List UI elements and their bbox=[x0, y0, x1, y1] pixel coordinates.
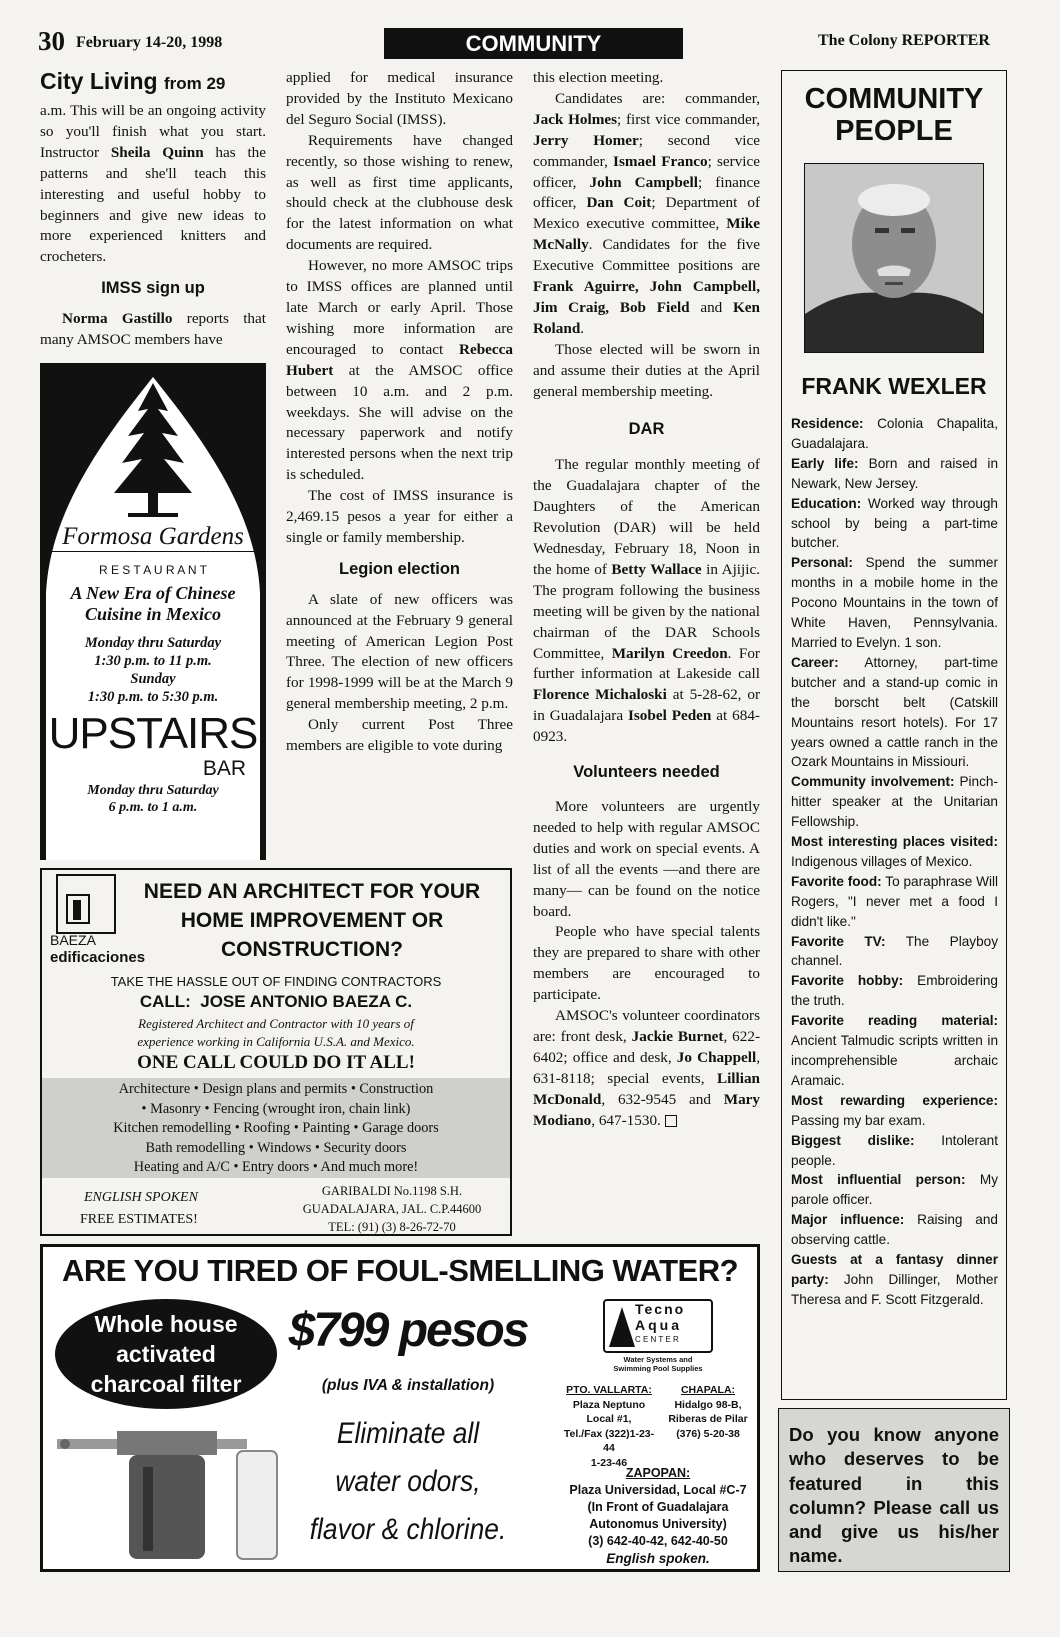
profile-field-label: Guests at a fantasy dinner party: bbox=[791, 1252, 998, 1287]
restaurant-name: Formosa Gardens bbox=[42, 523, 264, 552]
person-name: Sheila Quinn bbox=[110, 143, 204, 161]
person-photo bbox=[804, 163, 984, 353]
formosa-gardens-ad bbox=[40, 363, 266, 860]
baeza-free-estimates: FREE ESTIMATES! bbox=[80, 1212, 198, 1227]
oval-line-2: activated bbox=[116, 1341, 216, 1367]
price: $799 pesos bbox=[288, 1304, 528, 1357]
baeza-logo-subtext: edificaciones bbox=[50, 949, 146, 966]
logo-subtitle-1: Water Systems and bbox=[623, 1355, 693, 1364]
baeza-hassle: TAKE THE HASSLE OUT OF FINDING CONTRACTORS bbox=[110, 974, 442, 989]
community-people-title-2: PEOPLE bbox=[835, 115, 953, 147]
continued-from: from 29 bbox=[163, 74, 226, 93]
profile-field-label: Early life: bbox=[791, 455, 859, 471]
subhead-dar: DAR bbox=[628, 419, 665, 438]
tagline-1: A New Era of Chinese bbox=[70, 583, 236, 603]
profile-field-label: Education: bbox=[791, 495, 862, 511]
profile-field-label: Favorite TV: bbox=[791, 933, 886, 949]
profile-field-value: Born and raised in Newark, New Jersey. bbox=[791, 455, 999, 491]
eliminate-line-3: flavor & chlorine. bbox=[309, 1513, 507, 1546]
profile-field-value: Pinch-hitter speaker at the Unitarian Fellowship. bbox=[791, 774, 999, 830]
profile-field bbox=[791, 1131, 998, 1171]
profile-field-value: My parole officer. bbox=[791, 1172, 998, 1208]
service-line: • Masonry • Fencing (wrought iron, chain link) bbox=[141, 1100, 411, 1117]
person-name: Rebecca Hubert bbox=[286, 340, 513, 379]
baeza-services-band bbox=[42, 1078, 510, 1178]
service-line: Heating and A/C • Entry doors • And much more! bbox=[133, 1159, 419, 1176]
service-line: Architecture • Design plans and permits • Construction bbox=[118, 1081, 434, 1097]
subhead-imss: IMSS sign up bbox=[101, 279, 205, 298]
end-mark-icon bbox=[665, 1115, 677, 1127]
profile-field-value: The Playboy channel. bbox=[791, 933, 999, 969]
baeza-logo-text: BAEZA bbox=[50, 932, 96, 948]
tagline-2: Cuisine in Mexico bbox=[84, 604, 222, 624]
subhead-legion: Legion election bbox=[338, 559, 460, 578]
profile-field-label: Favorite hobby: bbox=[791, 973, 904, 989]
person-name: Norma Gastillo bbox=[62, 310, 173, 328]
publication-name: The Colony REPORTER bbox=[818, 32, 990, 49]
upstairs-heading: UPSTAIRS bbox=[48, 709, 258, 758]
profile-field bbox=[791, 494, 998, 554]
callout-box bbox=[778, 1408, 1010, 1572]
bar-hours-2: 6 p.m. to 1 a.m. bbox=[108, 800, 198, 815]
water-headline: ARE YOU TIRED OF FOUL-SMELLING WATER? bbox=[61, 1253, 739, 1288]
eliminate-line-1: Eliminate all bbox=[336, 1417, 480, 1450]
hours-line-4: 1:30 p.m. to 5:30 p.m. bbox=[87, 689, 219, 705]
hours-line-1: Monday thru Saturday bbox=[84, 635, 222, 651]
paragraph: However, no more AMSOC trips to IMSS offices are planned until late March or early April. Those wishing more information are encouraged to contact Rebecca Hubert at the AMSOC office between 10 a.m. and 2 p.m. weekdays. She will advise on the necessary paperwork and notify interested persons when the next trip is scheduled. bbox=[286, 257, 513, 484]
column-2 bbox=[286, 68, 513, 757]
profile-field bbox=[791, 653, 998, 772]
profile-field bbox=[791, 932, 998, 972]
oval-line-3: charcoal filter bbox=[90, 1371, 242, 1397]
baeza-english-spoken: ENGLISH SPOKEN bbox=[84, 1190, 198, 1205]
baeza-address-2: GUADALAJARA, JAL. C.P.44600 bbox=[302, 1202, 482, 1216]
profile-field-label: Biggest dislike: bbox=[791, 1132, 915, 1148]
callout-text: Do you know anyone who deserves to be featured in this column? Please call us and give us his/her name. bbox=[789, 1424, 999, 1567]
profile-field-value: John Dillinger, Mother Theresa and F. Scott Fitzgerald. bbox=[791, 1271, 998, 1307]
paragraph: More volunteers are urgently needed to help with regular AMSOC duties and work on special events. A list of all the events —and there are many— can be found on the notice board. bbox=[533, 798, 760, 920]
issue-date: February 14-20, 1998 bbox=[76, 34, 223, 51]
column-3 bbox=[533, 68, 760, 1132]
community-people-box bbox=[781, 70, 1007, 1400]
hours-line-3: Sunday bbox=[130, 671, 176, 687]
profile-field-label: Most rewarding experience: bbox=[791, 1092, 998, 1108]
profile-field-value: Embroidering the truth. bbox=[791, 973, 998, 1009]
profile-field-value: Worked way through school by being a part-time butcher. bbox=[791, 495, 998, 551]
baeza-headline-2: HOME IMPROVEMENT OR bbox=[180, 909, 444, 932]
profile-field bbox=[791, 872, 998, 932]
profile-field bbox=[791, 832, 998, 872]
paragraph: The cost of IMSS insurance is 2,469.15 pesos a year for either a single or family membership. bbox=[286, 487, 513, 546]
baeza-one-call: ONE CALL COULD DO IT ALL! bbox=[137, 1052, 415, 1073]
baeza-call: CALL: JOSE ANTONIO BAEZA C. bbox=[139, 992, 413, 1011]
profile-fields bbox=[791, 414, 998, 1310]
profile-field bbox=[791, 1210, 998, 1250]
paragraph: Only current Post Three members are eligible to vote during bbox=[286, 716, 513, 755]
baeza-registered-1: Registered Architect and Contractor with 10 years of bbox=[138, 1016, 414, 1031]
profile-field-label: Favorite reading material: bbox=[791, 1013, 998, 1029]
restaurant-address: Av. Union 322 (corner of Gpe. Zuno) bbox=[55, 823, 251, 837]
baeza-registered-2: experience working in California U.S.A. and Mexico. bbox=[137, 1034, 415, 1049]
profile-field bbox=[791, 772, 998, 832]
triangle-logo-icon bbox=[607, 1305, 637, 1349]
profile-field-value: Ancient Talmudic scripts written in incomprehensible archaic Aramaic. bbox=[791, 1033, 998, 1088]
profile-field-value: Passing my bar exam. bbox=[791, 1112, 926, 1128]
profile-field-value: Colonia Chapalita, Guadalajara. bbox=[791, 416, 998, 451]
baeza-address-1: GARIBALDI No.1198 S.H. bbox=[321, 1184, 463, 1198]
logo-word-1: Tecno bbox=[635, 1301, 686, 1317]
profile-field-value: Attorney, part-time butcher and a stand-up comic in the borscht belt (Catskill Mountains resort hotels). For 17 years owned a cattle ranch in the Ozark Mountains in Missiouri. bbox=[791, 654, 998, 770]
profile-field-label: Residence: bbox=[791, 416, 864, 431]
baeza-telephone: TEL: (91) (3) 8-26-72-70 bbox=[328, 1220, 456, 1234]
profile-field-value: Intolerant people. bbox=[791, 1132, 998, 1168]
section-banner: COMMUNITY bbox=[384, 28, 683, 59]
profile-field-value: To paraphrase Will Rogers, "I never met a food I didn't like." bbox=[791, 873, 999, 929]
profile-field bbox=[791, 1170, 998, 1210]
profile-field-label: Personal: bbox=[791, 555, 853, 571]
profile-field-label: Most influential person: bbox=[791, 1172, 966, 1188]
location-zapopan: ZAPOPAN: Plaza Universidad, Local #C-7 (In Front of Guadalajara Autonomus University) (3) 642-40-42, 642-40-50 English spoken. bbox=[569, 1466, 747, 1566]
tecno-aqua-logo bbox=[603, 1299, 713, 1353]
paragraph: People who have special talents they are prepared to share with other members are encouraged to participate. bbox=[533, 923, 760, 1004]
baeza-headline-1: NEED AN ARCHITECT FOR YOUR bbox=[143, 880, 481, 903]
bar-hours-1: Monday thru Saturday bbox=[87, 783, 219, 798]
restaurant-phones: 615-74-15, 615-78-11, 615-23-26 bbox=[68, 841, 238, 855]
profile-field-value: Spend the summer months in a mobile home in the Pocono Mountains in the town of White Haven, Pennsylvania. Married to Evelyn. 1 son. bbox=[791, 555, 998, 650]
community-people-title-1: COMMUNITY bbox=[804, 83, 984, 115]
column-1 bbox=[40, 68, 266, 351]
page-number: 30 bbox=[38, 26, 65, 56]
logo-word-3: C E N T E R bbox=[635, 1335, 679, 1344]
paragraph: Norma Gastillo reports that many AMSOC members have bbox=[40, 310, 266, 349]
profile-field-label: Favorite food: bbox=[791, 873, 882, 889]
services-list bbox=[42, 1078, 510, 1178]
profile-field bbox=[791, 971, 998, 1011]
water-filter-ad bbox=[40, 1244, 760, 1572]
paragraph: AMSOC's volunteer coordinators are: front desk, Jackie Burnet, 622-6402; office and desk, Jo Chappell, 631-8118; special events, Lillian McDonald, 632-9545 and Mary Modiano, 647-1530. bbox=[533, 1007, 760, 1129]
location-vallarta: PTO. VALLARTA: Plaza Neptuno Local #1, Tel./Fax (322)1-23-44 1-23-46 bbox=[563, 1384, 655, 1469]
baeza-logo-icon bbox=[56, 874, 116, 934]
baeza-ad bbox=[40, 868, 512, 1236]
service-line: Kitchen remodelling • Roofing • Painting • Garage doors bbox=[113, 1120, 439, 1137]
profile-field-label: Most interesting places visited: bbox=[791, 834, 998, 850]
profile-field-value: Indigenous villages of Mexico. bbox=[791, 853, 973, 869]
article-title-text: City Living bbox=[40, 68, 158, 94]
eliminate-line-2: water odors, bbox=[335, 1465, 481, 1498]
profile-field-label: Major influence: bbox=[791, 1212, 905, 1228]
profile-field bbox=[791, 1011, 998, 1091]
profile-field-label: Community involvement: bbox=[791, 774, 955, 790]
profile-field-label: Career: bbox=[791, 654, 839, 670]
profile-field bbox=[791, 553, 998, 653]
service-line: Bath remodelling • Windows • Security doors bbox=[145, 1139, 407, 1156]
logo-word-2: Aqua bbox=[635, 1317, 682, 1333]
paragraph: this election meeting. bbox=[533, 69, 664, 86]
paragraph: applied for medical insurance provided by the Instituto Mexicano del Seguro Social (IMSS). bbox=[286, 69, 513, 128]
profile-field bbox=[791, 414, 998, 454]
paragraph: Candidates are: commander, Jack Holmes; first vice commander, Jerry Homer; second vice commander, Ismael Franco; service officer, John Campbell; finance officer, Dan Coit; Department of Mexico executive committee, Mike McNally. Candidates for the five Executive Committee positions are Frank Aguirre, John Campbell, Jim Craig, Bob Field and Ken Roland. bbox=[533, 89, 760, 337]
price-note: (plus IVA & installation) bbox=[321, 1377, 495, 1394]
profile-field-value: Raising and observing cattle. bbox=[791, 1212, 998, 1248]
paragraph: a.m. This will be an ongoing activity so you'll finish what you start. Instructor Sheila Quinn has the patterns and she'll teach this interesting and useful hobby to beginners and give new ideas to more experienced knitters and crocheters. bbox=[40, 102, 267, 266]
baeza-headline-3: CONSTRUCTION? bbox=[221, 938, 403, 961]
portrait-icon bbox=[805, 164, 983, 352]
location-chapala: CHAPALA: Hidalgo 98-B, Riberas de Pilar (376) 5-20-38 bbox=[668, 1384, 748, 1440]
article-title bbox=[40, 68, 266, 95]
profile-field bbox=[791, 1091, 998, 1131]
bar-heading: BAR bbox=[202, 757, 246, 780]
paragraph: Those elected will be sworn in and assume their duties at the April general membership meeting. bbox=[533, 340, 760, 400]
subhead-volunteers: Volunteers needed bbox=[573, 763, 720, 782]
paragraph: The regular monthly meeting of the Guadalajara chapter of the Daughters of the American Revolution (DAR) will be held Wednesday, February 18, Noon in the home of Betty Wallace in Ajijic. The program following the business meeting will be given by the national chairman of the DAR Schools Committee, Marilyn Creedon. For further information at Lakeside call Florence Michaloski at 5-28-62, or in Guadalajara Isobel Peden at 684-0923. bbox=[533, 456, 761, 746]
paragraph: A slate of new officers was announced at the February 9 general meeting of American Legion Post Three. The election of new officers for 1998-1999 will be at the March 9 general membership meeting, 2 p.m. bbox=[286, 590, 513, 713]
profile-field bbox=[791, 454, 998, 494]
oval-line-1: Whole house bbox=[94, 1311, 238, 1337]
paragraph: Requirements have changed recently, so those wishing to renew, as well as first time applicants, should check at the clubhouse desk for the latest information on what documents are required. bbox=[286, 131, 513, 254]
profile-field bbox=[791, 1250, 998, 1310]
water-filter-icon bbox=[57, 1417, 287, 1567]
hours-line-2: 1:30 p.m. to 11 p.m. bbox=[94, 653, 212, 669]
logo-subtitle-2: Swimming Pool Supplies bbox=[613, 1364, 703, 1373]
person-name-heading: FRANK WEXLER bbox=[801, 373, 987, 399]
tree-icon bbox=[98, 381, 208, 521]
restaurant-label: R E S T A U R A N T bbox=[98, 563, 208, 577]
